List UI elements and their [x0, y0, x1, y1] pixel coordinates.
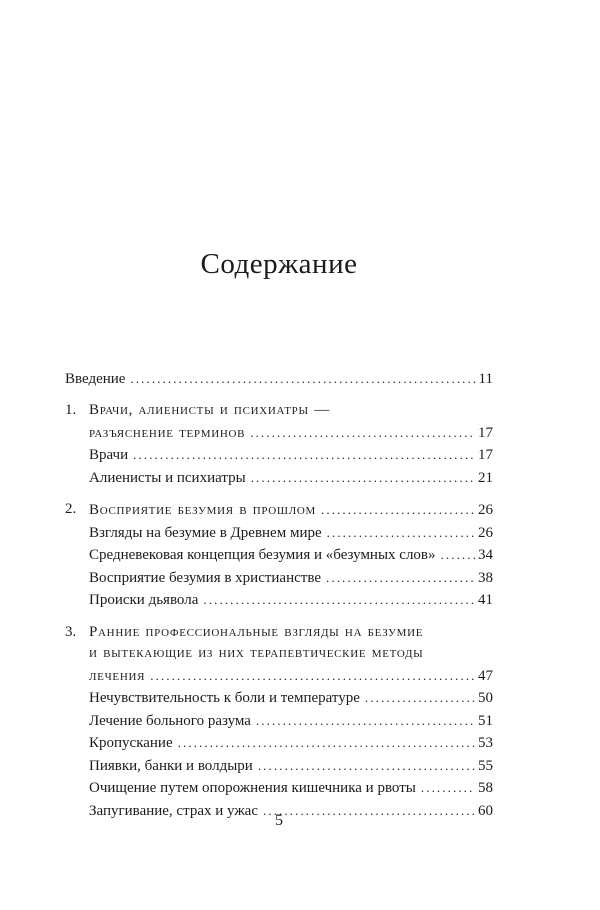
toc-entry	[65, 777, 493, 800]
dot-leader	[421, 777, 475, 800]
folio-page-number: 5	[275, 812, 283, 829]
page-content	[65, 0, 493, 822]
toc-entry-label: Лечение больного разума	[89, 712, 251, 729]
toc-entry-number: 1.	[65, 402, 77, 419]
toc-entry-number: 2.	[65, 501, 77, 518]
toc-entry	[65, 499, 493, 522]
toc-entry-label: Средневековая концепция безумия и «безумных слов»	[89, 547, 436, 564]
toc-entry	[65, 522, 493, 545]
toc-entry-row	[89, 755, 493, 778]
page-title: Содержание	[200, 248, 358, 280]
toc-entry-page-number: 17	[478, 424, 493, 441]
toc-entry-page-number: 55	[478, 757, 493, 774]
toc-entry-line: и вытекающие из них терапевтические методы	[89, 645, 424, 662]
toc-entry-row	[89, 589, 493, 612]
toc-entry	[65, 444, 493, 467]
toc-entry-row	[89, 710, 493, 733]
toc-entry	[65, 710, 493, 733]
toc-entry-page-number: 17	[478, 447, 493, 464]
toc-entry	[65, 687, 493, 710]
dot-leader	[321, 499, 475, 522]
dot-leader	[326, 567, 475, 590]
toc-entry-label: Очищение путем опорожнения кишечника и рвоты	[89, 780, 416, 797]
toc-entry-label: Восприятие безумия в прошлом	[89, 502, 317, 519]
toc-entry-label: Взгляды на безумие в Древнем мире	[89, 524, 322, 541]
dot-leader	[150, 665, 475, 688]
toc-entry-page-number: 51	[478, 712, 493, 729]
toc-entry-label: Нечувствительность к боли и температуре	[89, 690, 360, 707]
dot-leader	[251, 467, 475, 490]
dot-leader	[441, 544, 475, 567]
toc-entry	[65, 400, 493, 444]
toc-entry	[65, 544, 493, 567]
dot-leader	[130, 368, 475, 391]
toc-entry-row	[89, 567, 493, 590]
dot-leader	[258, 755, 475, 778]
toc-entry-row	[65, 368, 493, 391]
dot-leader	[256, 710, 475, 733]
toc-entry-label: Восприятие безумия в христианстве	[89, 569, 321, 586]
dot-leader	[178, 732, 475, 755]
toc-entry-label: Запугивание, страх и ужас	[89, 802, 258, 819]
toc-entry-row	[89, 544, 493, 567]
toc-entry	[65, 622, 493, 688]
dot-leader	[327, 522, 475, 545]
toc-entry-row	[89, 777, 493, 800]
toc-entry-label: Введение	[65, 370, 126, 387]
toc-entry-row	[89, 732, 493, 755]
toc-entry-row	[89, 422, 493, 445]
toc-entry-row	[89, 499, 493, 522]
toc-entry	[65, 467, 493, 490]
toc-entry-number: 3.	[65, 623, 77, 640]
toc-entry-page-number: 60	[478, 802, 493, 819]
dot-leader	[250, 422, 475, 445]
toc-entry-page-number: 53	[478, 735, 493, 752]
toc-entry-label: Кропускание	[89, 735, 173, 752]
toc-entry-row	[89, 665, 493, 688]
toc-entry-page-number: 34	[478, 547, 493, 564]
toc-entry	[65, 732, 493, 755]
dot-leader	[133, 444, 475, 467]
dot-leader	[365, 687, 475, 710]
toc-entry-row	[89, 467, 493, 490]
toc-entry-page-number: 11	[478, 370, 493, 387]
toc-entry-page-number: 38	[478, 569, 493, 586]
toc-entry-label: Происки дьявола	[89, 592, 199, 609]
toc-entry-label: Пиявки, банки и волдыри	[89, 757, 253, 774]
toc-list	[65, 368, 493, 823]
toc-entry-line: Ранние профессиональные взгляды на безумие	[89, 623, 424, 640]
toc-entry-row	[89, 444, 493, 467]
toc-entry-page-number: 26	[478, 524, 493, 541]
toc-entry-label: разъяснение терминов	[89, 424, 246, 441]
toc-entry-page-number: 26	[478, 502, 493, 519]
toc-entry-page-number: 50	[478, 690, 493, 707]
toc-entry-label: Алиенисты и психиатры	[89, 469, 246, 486]
toc-entry	[65, 368, 493, 391]
toc-entry-row	[89, 687, 493, 710]
toc-entry-page-number: 47	[478, 667, 493, 684]
toc-entry-page-number: 58	[478, 780, 493, 797]
toc-entry-label: лечения	[89, 667, 146, 684]
toc-entry-label: Врачи	[89, 447, 129, 464]
toc-entry-page-number: 21	[478, 469, 493, 486]
toc-entry-line: Врачи, алиенисты и психиатры —	[89, 402, 330, 419]
dot-leader	[203, 589, 475, 612]
folio	[65, 812, 493, 830]
toc-entry	[65, 755, 493, 778]
toc-entry	[65, 589, 493, 612]
toc-entry-row	[89, 522, 493, 545]
toc-entry-page-number: 41	[478, 592, 493, 609]
toc-entry	[65, 567, 493, 590]
